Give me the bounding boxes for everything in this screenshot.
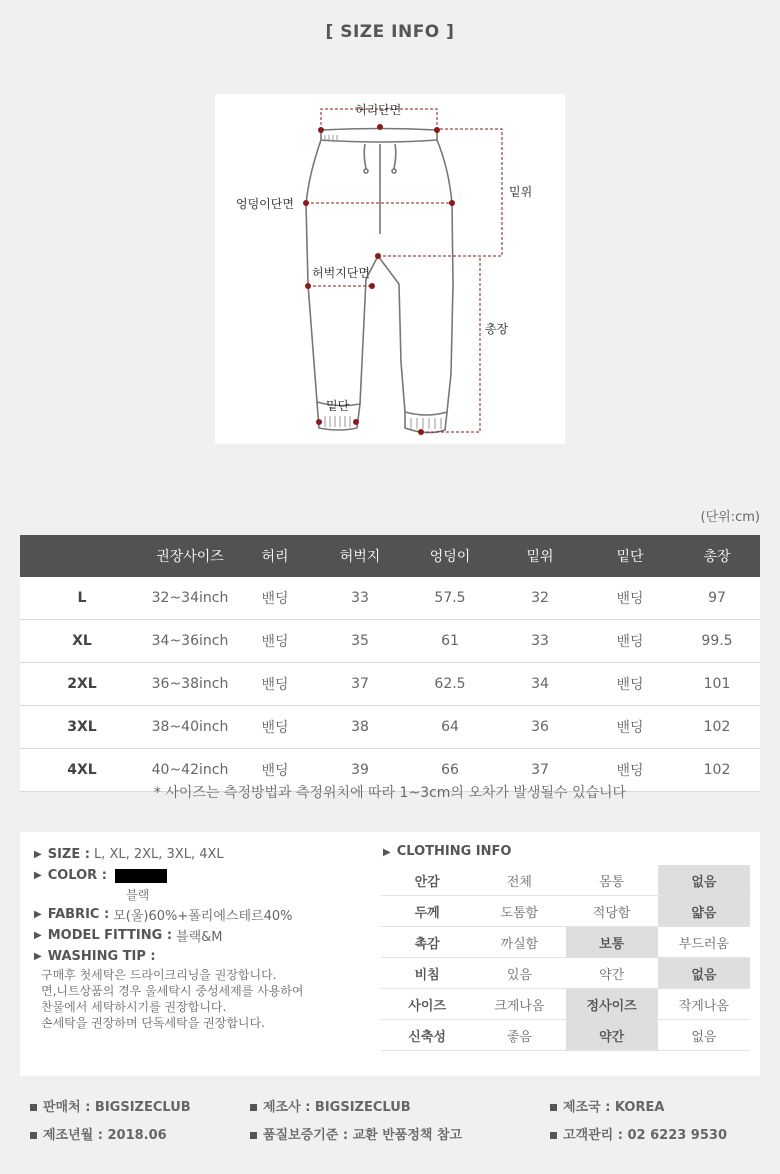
clothing-info-option-selected: 약간 — [566, 1020, 658, 1051]
size-table-header — [20, 535, 760, 577]
table-cell: 36~38inch — [144, 663, 236, 706]
header-cell: 권장사이즈 — [144, 535, 236, 577]
size-cell: 4XL — [20, 749, 144, 792]
footer-service — [550, 1124, 727, 1143]
pants-illustration — [215, 94, 565, 444]
header-cell: 엉덩이 — [406, 535, 494, 577]
washing-tip-line: 찬물에서 세탁하시기를 권장합니다. — [41, 1000, 227, 1014]
size-key: SIZE : — [47, 847, 90, 862]
washing-key: WASHING TIP : — [47, 949, 156, 964]
model-row — [34, 925, 374, 946]
clothing-info-option: 크게나옴 — [473, 989, 565, 1020]
table-cell: 밴딩 — [236, 620, 314, 663]
thigh-label: 허벅지단면 — [312, 266, 370, 280]
table-cell: 32~34inch — [144, 577, 236, 620]
clothing-info-option: 몸통 — [566, 865, 658, 896]
table-cell: 66 — [406, 749, 494, 792]
clothing-info-option-selected: 얇음 — [658, 896, 750, 927]
triangle-bullet-icon: ▶ — [383, 847, 391, 858]
clothing-info-row — [381, 865, 750, 896]
size-table — [20, 535, 760, 792]
country-text: 제조국 : KOREA — [563, 1100, 665, 1115]
table-cell: 밴딩 — [586, 749, 674, 792]
square-bullet-icon — [30, 1104, 37, 1111]
clothing-info-option: 있음 — [473, 958, 565, 989]
clothing-info-table — [381, 865, 750, 1051]
table-cell: 40~42inch — [144, 749, 236, 792]
model-value: 블랙&M — [176, 930, 223, 945]
clothing-info-key: 비침 — [381, 958, 473, 989]
header-cell: 허리 — [236, 535, 314, 577]
square-bullet-icon — [250, 1132, 257, 1139]
table-cell: 36 — [494, 706, 586, 749]
color-key: COLOR : — [47, 868, 107, 883]
square-bullet-icon — [30, 1132, 37, 1139]
table-cell: 밴딩 — [586, 663, 674, 706]
triangle-bullet-icon: ▶ — [34, 870, 42, 881]
clothing-info-key: 사이즈 — [381, 989, 473, 1020]
table-cell: 밴딩 — [236, 663, 314, 706]
header-cell: 밑위 — [494, 535, 586, 577]
clothing-info-key: 두께 — [381, 896, 473, 927]
table-cell: 38~40inch — [144, 706, 236, 749]
footer-seller — [30, 1096, 191, 1115]
clothing-info-key: 안감 — [381, 865, 473, 896]
table-cell: 33 — [314, 577, 406, 620]
footer-maker — [250, 1096, 411, 1115]
washing-row — [34, 946, 374, 967]
date-text: 제조년월 : 2018.06 — [43, 1128, 167, 1143]
header-cell — [20, 535, 144, 577]
square-bullet-icon — [250, 1104, 257, 1111]
table-cell: 35 — [314, 620, 406, 663]
table-cell: 밴딩 — [586, 706, 674, 749]
warranty-text: 품질보증기준 : 교환 반품정책 참고 — [263, 1128, 463, 1143]
header-cell: 밑단 — [586, 535, 674, 577]
clothing-info-option: 없음 — [658, 1020, 750, 1051]
table-cell: 102 — [674, 706, 760, 749]
table-cell: 64 — [406, 706, 494, 749]
pants-measurement-diagram — [215, 94, 565, 444]
table-cell: 97 — [674, 577, 760, 620]
clothing-info-heading — [383, 844, 511, 859]
table-cell: 37 — [494, 749, 586, 792]
clothing-info-option: 좋음 — [473, 1020, 565, 1051]
table-cell: 57.5 — [406, 577, 494, 620]
clothing-info-row — [381, 896, 750, 927]
clothing-info-option: 약간 — [566, 958, 658, 989]
square-bullet-icon — [550, 1104, 557, 1111]
table-cell: 62.5 — [406, 663, 494, 706]
table-cell: 34 — [494, 663, 586, 706]
washing-tip-line: 손세탁을 권장하며 단독세탁을 권장합니다. — [41, 1016, 265, 1030]
clothing-info-row — [381, 989, 750, 1020]
clothing-info-row — [381, 958, 750, 989]
size-cell: 2XL — [20, 663, 144, 706]
clothing-info-option-selected: 없음 — [658, 958, 750, 989]
table-cell: 밴딩 — [236, 706, 314, 749]
clothing-info-row — [381, 1020, 750, 1051]
footer-warranty — [250, 1124, 462, 1143]
service-text: 고객관리 : 02 6223 9530 — [563, 1128, 727, 1143]
header-cell: 허벅지 — [314, 535, 406, 577]
fabric-row — [34, 904, 374, 925]
length-label: 총장 — [485, 322, 509, 336]
table-cell: 102 — [674, 749, 760, 792]
seller-text: 판매처 : BIGSIZECLUB — [43, 1100, 191, 1115]
triangle-bullet-icon: ▶ — [34, 909, 42, 920]
table-cell: 밴딩 — [586, 577, 674, 620]
size-value: L, XL, 2XL, 3XL, 4XL — [93, 847, 224, 862]
table-cell: 밴딩 — [236, 749, 314, 792]
model-key: MODEL FITTING : — [47, 928, 173, 943]
washing-tips — [34, 967, 374, 1031]
fabric-key: FABRIC : — [47, 907, 110, 922]
table-cell: 34~36inch — [144, 620, 236, 663]
size-cell: L — [20, 577, 144, 620]
washing-tip-line: 구매후 첫세탁은 드라이크리닝을 권장합니다. — [41, 968, 277, 982]
clothing-info-option: 까실함 — [473, 927, 565, 958]
triangle-bullet-icon: ▶ — [34, 849, 42, 860]
clothing-info-title: CLOTHING INFO — [396, 844, 512, 859]
triangle-bullet-icon: ▶ — [34, 930, 42, 941]
table-cell: 33 — [494, 620, 586, 663]
size-cell: 3XL — [20, 706, 144, 749]
table-cell: 39 — [314, 749, 406, 792]
waist-label: 허리단면 — [355, 103, 402, 117]
table-cell: 38 — [314, 706, 406, 749]
table-cell: 99.5 — [674, 620, 760, 663]
product-details — [34, 844, 374, 1031]
clothing-info-option-selected: 없음 — [658, 865, 750, 896]
hem-label: 밑단 — [326, 399, 350, 413]
table-cell: 밴딩 — [586, 620, 674, 663]
footer-country — [550, 1096, 664, 1115]
table-cell: 61 — [406, 620, 494, 663]
clothing-info-option-selected: 정사이즈 — [566, 989, 658, 1020]
clothing-info-option: 작게나옴 — [658, 989, 750, 1020]
rise-label: 밑위 — [509, 185, 533, 199]
fabric-value: 모(울)60%+폴리에스테르40% — [113, 909, 293, 924]
table-cell: 37 — [314, 663, 406, 706]
clothing-info-option-selected: 보통 — [566, 927, 658, 958]
clothing-info-option: 전체 — [473, 865, 565, 896]
header-cell: 총장 — [674, 535, 760, 577]
maker-text: 제조사 : BIGSIZECLUB — [263, 1100, 411, 1115]
measurement-note: * 사이즈는 측정방법과 측정위치에 따라 1~3cm의 오차가 발생될수 있습니다 — [153, 785, 627, 801]
footer-date — [30, 1124, 167, 1143]
clothing-info-option: 부드러움 — [658, 927, 750, 958]
clothing-info-row — [381, 927, 750, 958]
unit-label: (단위:cm) — [700, 510, 760, 525]
color-swatch — [115, 869, 167, 883]
clothing-info-option: 적당함 — [566, 896, 658, 927]
table-row — [20, 706, 760, 749]
table-row — [20, 663, 760, 706]
color-name: 블랙 — [126, 888, 150, 902]
hip-label: 엉덩이단면 — [236, 197, 294, 211]
color-row — [34, 865, 374, 886]
washing-tip-line: 면,니트상품의 경우 울세탁시 중성세제를 사용하여 — [41, 984, 304, 998]
clothing-info-key: 촉감 — [381, 927, 473, 958]
table-row — [20, 620, 760, 663]
page-title: [ SIZE INFO ] — [325, 22, 455, 42]
table-cell: 32 — [494, 577, 586, 620]
product-info-panel — [20, 832, 760, 1076]
table-cell: 101 — [674, 663, 760, 706]
table-cell: 밴딩 — [236, 577, 314, 620]
size-row — [34, 844, 374, 865]
triangle-bullet-icon: ▶ — [34, 951, 42, 962]
clothing-info-option: 도톰함 — [473, 896, 565, 927]
clothing-info-key: 신축성 — [381, 1020, 473, 1051]
size-cell: XL — [20, 620, 144, 663]
table-row — [20, 577, 760, 620]
square-bullet-icon — [550, 1132, 557, 1139]
